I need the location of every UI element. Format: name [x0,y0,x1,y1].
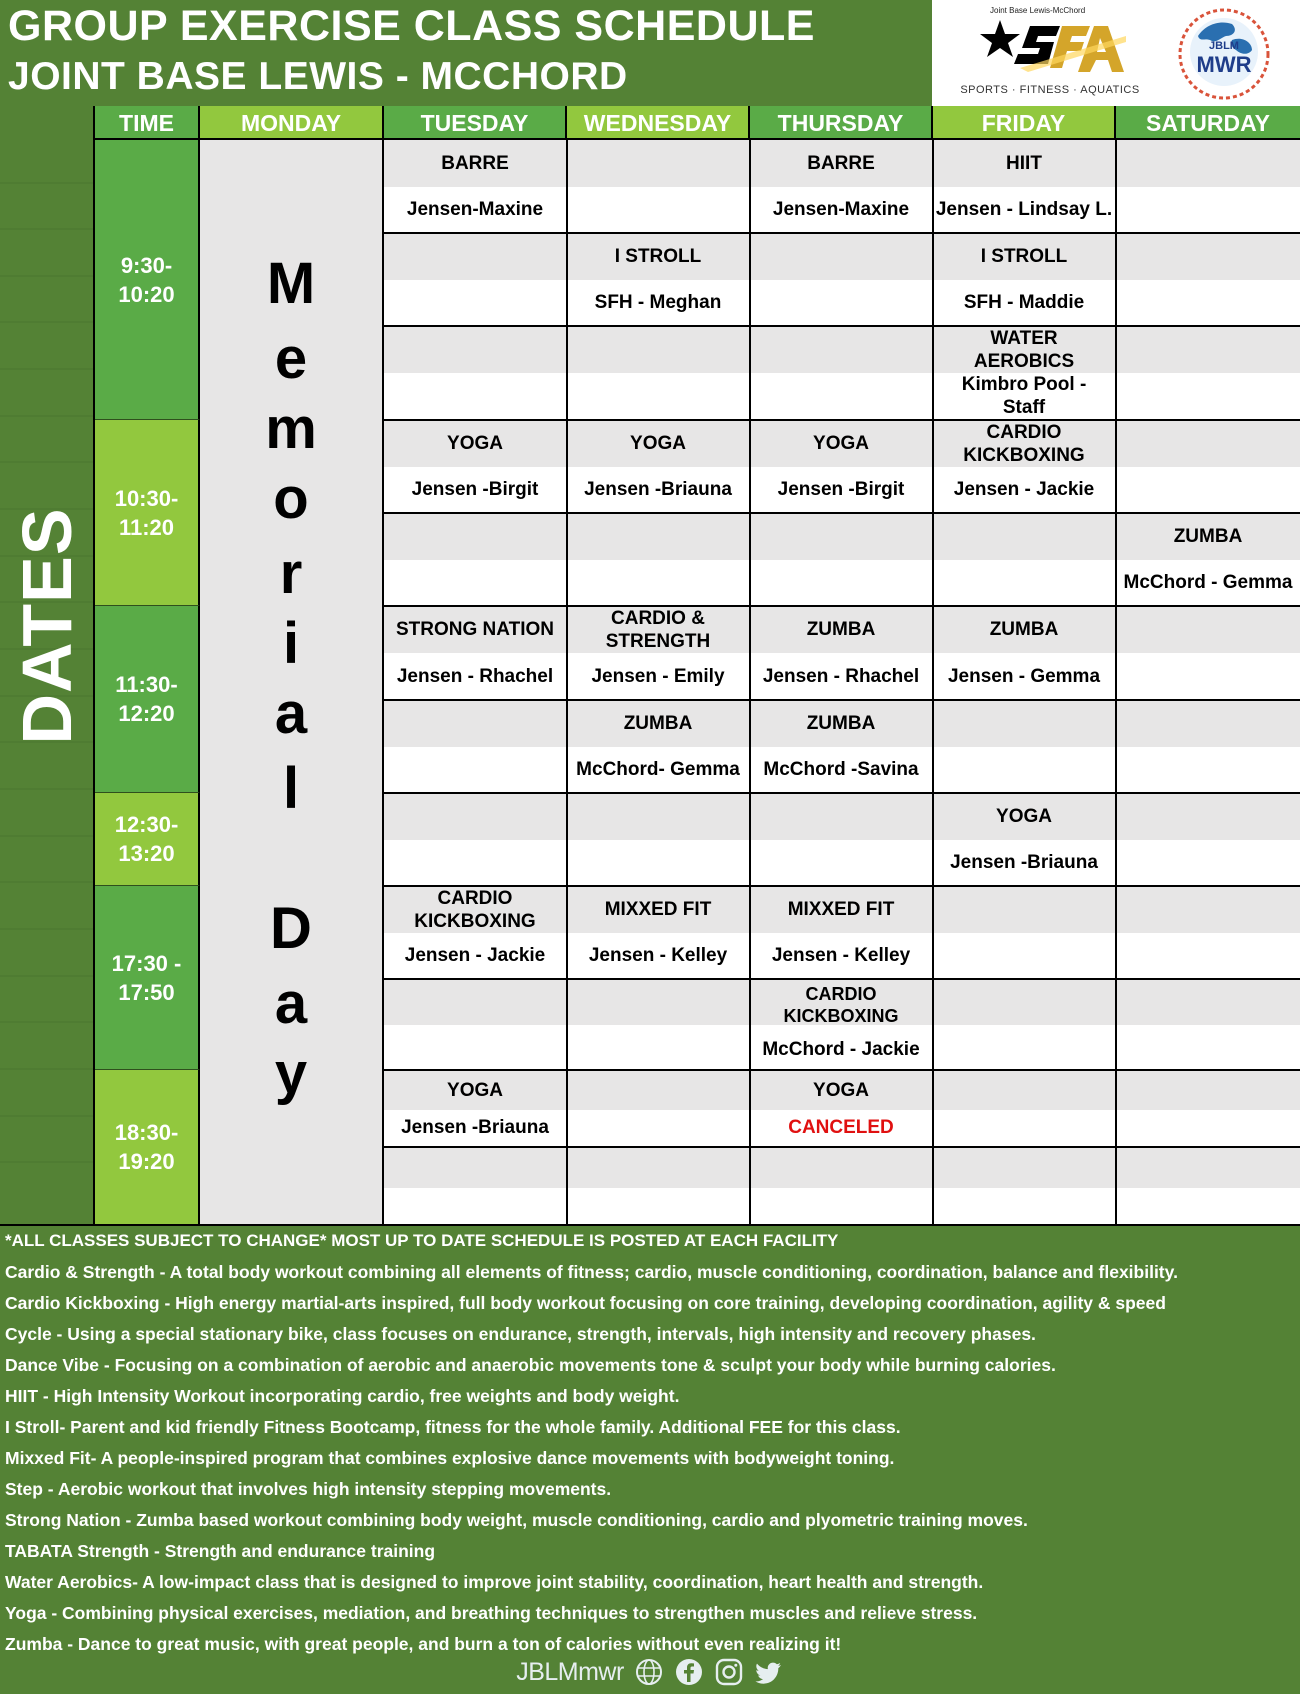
memorial-day-letter: l [282,756,300,821]
column-divider [1115,140,1117,1224]
time-slot: 18:30- 19:20 [95,1070,200,1224]
social-links [0,1654,1300,1690]
class-name: MIXXED FIT [787,899,895,920]
class-instructor: Jensen -Briauna [584,479,732,500]
column-header-tuesday: TUESDAY [384,106,567,140]
class-instructor: Jensen -Briauna [401,1117,549,1138]
instagram-icon[interactable] [714,1657,744,1687]
memorial-day-letter: a [274,971,308,1036]
class-instructor: McChord- Gemma [576,759,740,780]
time-slot: 12:30- 13:20 [95,793,200,886]
time-slot: 10:30- 11:20 [95,420,200,606]
class-description: Step - Aerobic workout that involves high intensity stepping movements. [5,1479,612,1499]
class-description: Zumba - Dance to great music, with great people, and burn a ton of calories without even realizing it! [5,1634,842,1654]
memorial-day-letter: M [266,251,316,316]
class-name: ZUMBA [623,713,693,734]
mwr-logo-big-text: MWR [1196,52,1252,77]
logo-area [932,0,1300,106]
class-instructor: Jensen - Rhachel [762,665,920,687]
column-header-monday: MONDAY [200,106,384,140]
dates-label: DATES [7,507,86,745]
schedule-notice: *ALL CLASSES SUBJECT TO CHANGE* MOST UP TO DATE SCHEDULE IS POSTED AT EACH FACILITY [5,1231,839,1250]
class-name: ZUMBA [1173,526,1243,547]
class-instructor: Jensen - Emily [591,665,725,687]
class-instructor: SFH - Maddie [963,292,1085,313]
column-header-thursday: THURSDAY [750,106,933,140]
column-header-friday: FRIDAY [933,106,1116,140]
class-name: CARDIO KICKBOXING [963,421,1085,466]
memorial-day-letter: a [274,681,308,746]
class-instructor: Jensen - Lindsay L. [935,199,1113,220]
time-slot: 17:30 - 17:50 [95,886,200,1070]
monday-column [200,140,384,1224]
class-instructor: McChord -Savina [763,759,919,780]
class-instructor: Jensen -Birgit [777,479,905,500]
class-name: I STROLL [980,246,1068,267]
time-slot: 9:30- 10:20 [95,140,200,420]
class-instructor: Jensen - Jackie [953,479,1095,500]
class-description: HIIT - High Intensity Workout incorporating cardio, free weights and body weight. [5,1386,680,1406]
memorial-day-letter: m [265,396,317,461]
memorial-day-letter: e [274,326,308,391]
time-slot: 11:30- 12:20 [95,606,200,793]
memorial-day-letter: D [270,896,312,961]
row-band [384,233,1300,280]
row-band [384,793,1300,840]
sfa-logo-tagline: SPORTS · FITNESS · AQUATICS [960,84,1140,96]
class-name: ZUMBA [806,713,876,734]
column-header-time: TIME [95,106,200,140]
class-description: TABATA Strength - Strength and endurance training [5,1541,436,1561]
dates-column [0,106,95,1224]
class-name: CARDIO KICKBOXING [783,984,899,1026]
facebook-icon[interactable] [674,1657,704,1687]
column-header-saturday: SATURDAY [1116,106,1300,140]
class-name: CARDIO KICKBOXING [414,887,536,932]
header-banner [0,0,932,106]
class-description: Dance Vibe - Focusing on a combination of aerobic and anaerobic movements tone & sculpt your body while burning calories. [5,1355,1056,1375]
class-instructor: Jensen -Briauna [950,852,1098,873]
class-instructor: SFH - Meghan [594,292,722,313]
class-name: ZUMBA [989,619,1059,640]
class-instructor: McChord - Gemma [1123,572,1293,593]
row-divider [384,1146,1300,1148]
memorial-day-letter: i [282,611,300,676]
class-description: Water Aerobics- A low-impact class that is designed to improve joint stability, coordination, heart health and strength. [5,1572,984,1592]
class-instructor: Jensen - Kelley [771,945,911,966]
memorial-day-letter: r [279,541,303,606]
class-description: Cardio & Strength - A total body workout combining all elements of fitness; cardio, muscle conditioning, coordination, balance and flexibility. [5,1262,1178,1282]
class-instructor: Kimbro Pool - Staff [961,374,1087,418]
sfa-logo [960,4,1140,100]
social-handle: JBLMmwr [516,1657,624,1686]
class-instructor: Jensen-Maxine [772,199,910,220]
class-description: Yoga - Combining physical exercises, mediation, and breathing techniques to strengthen muscles and relieve stress. [5,1603,978,1623]
class-name: MIXXED FIT [604,899,712,920]
class-name: BARRE [441,153,509,174]
class-instructor: Jensen - Gemma [947,665,1101,687]
row-band [384,326,1300,373]
class-instructor: Jensen - Kelley [588,945,728,966]
row-divider [384,325,1300,327]
website-globe-icon[interactable] [634,1657,664,1687]
class-description: Mixxed Fit- A people-inspired program that combines explosive dance movements with bodyweight toning. [5,1448,895,1468]
class-name: YOGA [996,806,1052,827]
class-name: HIIT [1006,153,1042,174]
mwr-logo [1176,6,1272,102]
class-instructor: Jensen-Maxine [406,199,544,220]
class-name: YOGA [447,1079,503,1101]
sfa-star-icon [978,16,1128,80]
class-description: Cycle - Using a special stationary bike, class focuses on endurance, strength, intervals, high intensity and recovery phases. [5,1324,1036,1344]
column-header-wednesday: WEDNESDAY [567,106,750,140]
sfa-logo-top-text: Joint Base Lewis-McChord [990,6,1086,15]
class-description: Strong Nation - Zumba based workout combining body weight, muscle conditioning, cardio and plyometric training moves. [5,1510,1028,1530]
memorial-day-letter: o [273,466,309,531]
class-name: STRONG NATION [396,619,554,640]
class-name: YOGA [447,433,503,454]
class-name: ZUMBA [806,619,876,640]
class-name: WATER AEROBICS [973,327,1075,372]
class-name: BARRE [807,153,875,174]
page-subtitle: JOINT BASE LEWIS - MCCHORD [8,55,628,98]
class-instructor: Jensen - Jackie [404,945,546,966]
class-instructor: Jensen -Birgit [411,479,539,500]
twitter-icon[interactable] [754,1657,784,1687]
class-name: CARDIO & STRENGTH [605,607,711,652]
row-divider [384,792,1300,794]
class-instructor: McChord - Jackie [762,1039,920,1060]
page-title: GROUP EXERCISE CLASS SCHEDULE [8,2,815,50]
class-name: YOGA [813,433,869,454]
mwr-logo-small-text: JBLM [1209,40,1239,52]
row-divider [384,232,1300,234]
class-name: YOGA [813,1079,869,1101]
class-name: YOGA [630,433,686,454]
class-name: I STROLL [614,246,702,267]
footer-descriptions [0,1224,1300,1694]
memorial-day-letter: y [274,1041,308,1106]
canceled-status: CANCELED [788,1117,894,1138]
class-instructor: Jensen - Rhachel [396,665,554,687]
class-description: I Stroll- Parent and kid friendly Fitness Bootcamp, fitness for the whole family. Additional FEE for this class. [5,1417,901,1437]
class-description: Cardio Kickboxing - High energy martial-arts inspired, full body workout focusing on core training, developing coordination, agility & speed [5,1293,1166,1313]
row-band [384,1148,1300,1188]
